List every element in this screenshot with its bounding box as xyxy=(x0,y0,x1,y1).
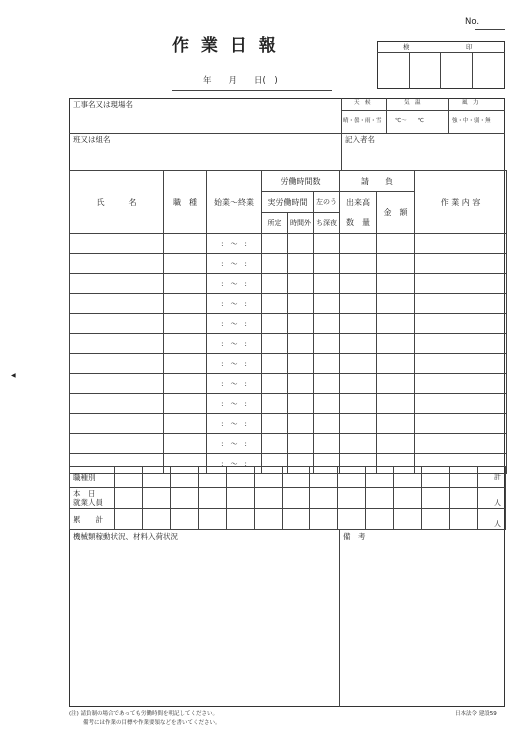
date-underline xyxy=(172,90,332,91)
worker-cell[interactable] xyxy=(288,414,314,434)
worker-cell[interactable] xyxy=(314,354,340,374)
worker-cell[interactable] xyxy=(415,354,507,374)
worker-cell[interactable] xyxy=(70,414,164,434)
summary-table xyxy=(69,466,506,530)
temperature-options: ℃〜 ℃ xyxy=(395,118,424,124)
site-name-label: 工事名又は現場名 xyxy=(73,100,133,109)
worker-cell[interactable] xyxy=(70,434,164,454)
footer-note-1: (注) 請負制の場合であっても労働時間を明記してください。 xyxy=(69,711,218,717)
worker-cell[interactable] xyxy=(164,434,207,454)
worker-cell[interactable] xyxy=(340,254,377,274)
summary-cell[interactable] xyxy=(170,467,198,488)
worker-cell[interactable] xyxy=(377,234,415,254)
worker-row xyxy=(70,354,507,374)
summary-cell[interactable] xyxy=(170,488,198,509)
worker-cell[interactable] xyxy=(314,374,340,394)
worker-cell[interactable] xyxy=(340,334,377,354)
time-range-cell[interactable]: : 〜 : xyxy=(207,334,262,354)
worker-cell[interactable] xyxy=(164,334,207,354)
worker-cell[interactable] xyxy=(415,234,507,254)
margin-arrow-icon: ◀ xyxy=(11,372,16,379)
worker-cell[interactable] xyxy=(340,274,377,294)
form-number-line xyxy=(475,29,505,30)
col-start-end: 始業〜終業 xyxy=(207,171,262,234)
worker-cell[interactable] xyxy=(262,254,288,274)
col-work-content: 作 業 内 容 xyxy=(415,171,507,234)
summary-cell[interactable] xyxy=(366,488,394,509)
summary-cell[interactable] xyxy=(450,467,478,488)
worker-cell[interactable] xyxy=(340,394,377,414)
col-of-which: 左のう xyxy=(314,192,340,213)
worker-cell[interactable] xyxy=(340,374,377,394)
worker-row xyxy=(70,374,507,394)
col-actual-hours: 実労働時間 xyxy=(262,192,314,213)
time-range-cell[interactable]: : 〜 : xyxy=(207,414,262,434)
wind-header: 風 力 xyxy=(462,100,479,106)
worker-cell[interactable] xyxy=(314,434,340,454)
worker-cell[interactable] xyxy=(340,434,377,454)
worker-cell[interactable] xyxy=(415,294,507,314)
summary-cell[interactable] xyxy=(254,467,282,488)
summary-label-line: 累 計 xyxy=(73,514,103,524)
wind-options: 強・中・弱・無 xyxy=(452,118,491,124)
worker-cell[interactable] xyxy=(415,274,507,294)
recorder-label: 記入者名 xyxy=(345,135,375,144)
summary-label xyxy=(70,509,115,530)
worker-cell[interactable] xyxy=(340,234,377,254)
worker-cell[interactable] xyxy=(340,414,377,434)
worker-cell[interactable] xyxy=(164,274,207,294)
worker-cell[interactable] xyxy=(377,254,415,274)
col-output-qty-2: 数 量 xyxy=(340,213,377,234)
worker-cell[interactable] xyxy=(377,294,415,314)
summary-total-cell[interactable]: 人 xyxy=(477,488,505,509)
summary-cell[interactable] xyxy=(394,488,422,509)
worker-cell[interactable] xyxy=(377,414,415,434)
worker-cell[interactable] xyxy=(415,414,507,434)
inspection-stamp-box xyxy=(377,41,505,89)
worker-cell[interactable] xyxy=(288,394,314,414)
worker-cell[interactable] xyxy=(262,334,288,354)
time-range-cell[interactable]: : 〜 : xyxy=(207,354,262,374)
summary-cell[interactable] xyxy=(310,509,338,530)
summary-cell[interactable] xyxy=(226,467,254,488)
worker-row xyxy=(70,234,507,254)
worker-row xyxy=(70,394,507,414)
summary-cell[interactable] xyxy=(198,488,226,509)
summary-cell[interactable] xyxy=(115,467,143,488)
worker-cell[interactable] xyxy=(377,434,415,454)
summary-cell[interactable] xyxy=(282,488,310,509)
by-job-type-row xyxy=(70,467,506,488)
worker-cell[interactable] xyxy=(377,274,415,294)
summary-cell[interactable] xyxy=(142,509,170,530)
summary-cell[interactable] xyxy=(310,467,338,488)
worker-cell[interactable] xyxy=(288,354,314,374)
worker-cell[interactable] xyxy=(70,294,164,314)
worker-cell[interactable] xyxy=(415,394,507,414)
time-range-cell[interactable]: : 〜 : xyxy=(207,394,262,414)
worker-cell[interactable] xyxy=(262,274,288,294)
summary-cell[interactable] xyxy=(115,509,143,530)
time-range-cell[interactable]: : 〜 : xyxy=(207,434,262,454)
team-name-label: 班又は組名 xyxy=(73,135,111,144)
summary-cell[interactable] xyxy=(226,488,254,509)
worker-cell[interactable] xyxy=(314,334,340,354)
worker-cell[interactable] xyxy=(377,334,415,354)
worker-cell[interactable] xyxy=(415,334,507,354)
summary-cell[interactable] xyxy=(394,467,422,488)
summary-cell[interactable] xyxy=(282,509,310,530)
temperature-header: 気 温 xyxy=(404,100,421,106)
worker-cell[interactable] xyxy=(164,414,207,434)
worker-cell[interactable] xyxy=(314,394,340,414)
summary-cell[interactable] xyxy=(142,467,170,488)
summary-cell[interactable] xyxy=(366,509,394,530)
worker-cell[interactable] xyxy=(415,374,507,394)
worker-row xyxy=(70,294,507,314)
summary-cell[interactable] xyxy=(422,488,450,509)
time-range-cell[interactable]: : 〜 : xyxy=(207,274,262,294)
worker-cell[interactable] xyxy=(377,374,415,394)
footer-note-2: 備考には作業の目標や作業要領などを書いてください。 xyxy=(83,720,221,726)
worker-cell[interactable] xyxy=(70,334,164,354)
workers-today-row xyxy=(70,488,506,509)
weather-options: 晴・曇・雨・雪 xyxy=(343,118,382,124)
worker-cell[interactable] xyxy=(262,294,288,314)
worker-cell[interactable] xyxy=(288,254,314,274)
worker-cell[interactable] xyxy=(262,354,288,374)
summary-cell[interactable] xyxy=(338,467,366,488)
worker-cell[interactable] xyxy=(262,374,288,394)
col-regular: 所定 xyxy=(262,213,288,234)
summary-cell[interactable] xyxy=(226,509,254,530)
worker-cell[interactable] xyxy=(164,234,207,254)
worker-cell[interactable] xyxy=(70,394,164,414)
worker-cell[interactable] xyxy=(377,314,415,334)
worker-table xyxy=(69,170,507,474)
worker-cell[interactable] xyxy=(340,294,377,314)
summary-cell[interactable] xyxy=(450,509,478,530)
worker-cell[interactable] xyxy=(288,434,314,454)
worker-cell[interactable] xyxy=(377,394,415,414)
worker-cell[interactable] xyxy=(288,314,314,334)
worker-row xyxy=(70,334,507,354)
summary-cell[interactable] xyxy=(142,488,170,509)
page-title: 作 業 日 報 xyxy=(172,36,279,56)
summary-cell[interactable] xyxy=(394,509,422,530)
col-overtime: 時間外 xyxy=(288,213,314,234)
worker-cell[interactable] xyxy=(377,354,415,374)
summary-cell[interactable] xyxy=(115,488,143,509)
worker-cell[interactable] xyxy=(314,234,340,254)
worker-cell[interactable] xyxy=(262,434,288,454)
summary-cell[interactable] xyxy=(338,488,366,509)
worker-cell[interactable] xyxy=(415,314,507,334)
worker-cell[interactable] xyxy=(262,414,288,434)
summary-label xyxy=(70,467,115,488)
remarks-label: 備 考 xyxy=(343,532,366,541)
col-job-type: 職 種 xyxy=(164,171,207,234)
summary-label-line: 本 日 xyxy=(73,489,96,498)
weather-header: 天 候 xyxy=(354,100,371,106)
worker-cell[interactable] xyxy=(288,274,314,294)
form-number-label: No. xyxy=(465,17,480,27)
worker-cell[interactable] xyxy=(70,234,164,254)
time-range-cell[interactable]: : 〜 : xyxy=(207,314,262,334)
summary-cell[interactable] xyxy=(422,467,450,488)
worker-row xyxy=(70,254,507,274)
worker-cell[interactable] xyxy=(262,394,288,414)
machinery-label: 機械類稼動状況、材料入荷状況 xyxy=(73,532,178,541)
col-name: 氏 名 xyxy=(70,171,164,234)
summary-cell[interactable] xyxy=(338,509,366,530)
col-labor-hours: 労働時間数 xyxy=(262,171,340,192)
col-late-night: ち深夜 xyxy=(314,213,340,234)
col-output-qty: 出来高 xyxy=(340,192,377,213)
worker-cell[interactable] xyxy=(164,254,207,274)
worker-rows xyxy=(70,234,507,474)
worker-cell[interactable] xyxy=(70,374,164,394)
summary-cell[interactable] xyxy=(170,509,198,530)
worker-cell[interactable] xyxy=(314,294,340,314)
worker-row xyxy=(70,414,507,434)
worker-cell[interactable] xyxy=(314,274,340,294)
seal-label: 印 xyxy=(466,43,473,51)
summary-total-cell[interactable]: 人 xyxy=(477,509,505,530)
time-range-cell[interactable]: : 〜 : xyxy=(207,234,262,254)
summary-label-line: 職種別 xyxy=(73,472,96,482)
summary-cell[interactable] xyxy=(310,488,338,509)
summary-cell[interactable] xyxy=(282,467,310,488)
worker-cell[interactable] xyxy=(164,314,207,334)
publisher-label: 日本法令 建設59 xyxy=(455,711,497,717)
worker-cell[interactable] xyxy=(164,354,207,374)
summary-cell[interactable] xyxy=(366,467,394,488)
worker-cell[interactable] xyxy=(314,314,340,334)
worker-row xyxy=(70,314,507,334)
summary-cell[interactable] xyxy=(422,509,450,530)
col-contract: 請 負 xyxy=(340,171,415,192)
worker-cell[interactable] xyxy=(262,314,288,334)
worker-cell[interactable] xyxy=(288,334,314,354)
time-range-cell[interactable]: : 〜 : xyxy=(207,254,262,274)
worker-cell[interactable] xyxy=(164,394,207,414)
worker-cell[interactable] xyxy=(164,294,207,314)
summary-label-line: 就業人員 xyxy=(73,498,103,507)
worker-row xyxy=(70,434,507,454)
worker-cell[interactable] xyxy=(262,234,288,254)
worker-cell[interactable] xyxy=(288,294,314,314)
worker-cell[interactable] xyxy=(70,274,164,294)
date-line: 年 月 日( ) xyxy=(203,76,278,86)
inspection-label: 検 xyxy=(403,43,410,51)
cumulative-row xyxy=(70,509,506,530)
worker-cell[interactable] xyxy=(288,234,314,254)
worker-cell[interactable] xyxy=(288,374,314,394)
worker-cell[interactable] xyxy=(415,254,507,274)
worker-cell[interactable] xyxy=(340,354,377,374)
worker-cell[interactable] xyxy=(164,374,207,394)
col-amount: 金 額 xyxy=(377,192,415,234)
worker-cell[interactable] xyxy=(314,414,340,434)
worker-cell[interactable] xyxy=(70,354,164,374)
worker-row xyxy=(70,274,507,294)
summary-cell[interactable] xyxy=(450,488,478,509)
time-range-cell[interactable]: : 〜 : xyxy=(207,294,262,314)
summary-cell[interactable] xyxy=(198,467,226,488)
summary-total-cell[interactable]: 計 xyxy=(477,467,505,488)
worker-cell[interactable] xyxy=(70,314,164,334)
summary-cell[interactable] xyxy=(254,509,282,530)
worker-cell[interactable] xyxy=(70,254,164,274)
worker-cell[interactable] xyxy=(340,314,377,334)
time-range-cell[interactable]: : 〜 : xyxy=(207,374,262,394)
summary-cell[interactable] xyxy=(198,509,226,530)
summary-cell[interactable] xyxy=(254,488,282,509)
summary-label xyxy=(70,488,115,509)
time-range-cell[interactable]: : 〜 : xyxy=(207,454,262,474)
worker-cell[interactable] xyxy=(415,434,507,454)
worker-cell[interactable] xyxy=(314,254,340,274)
